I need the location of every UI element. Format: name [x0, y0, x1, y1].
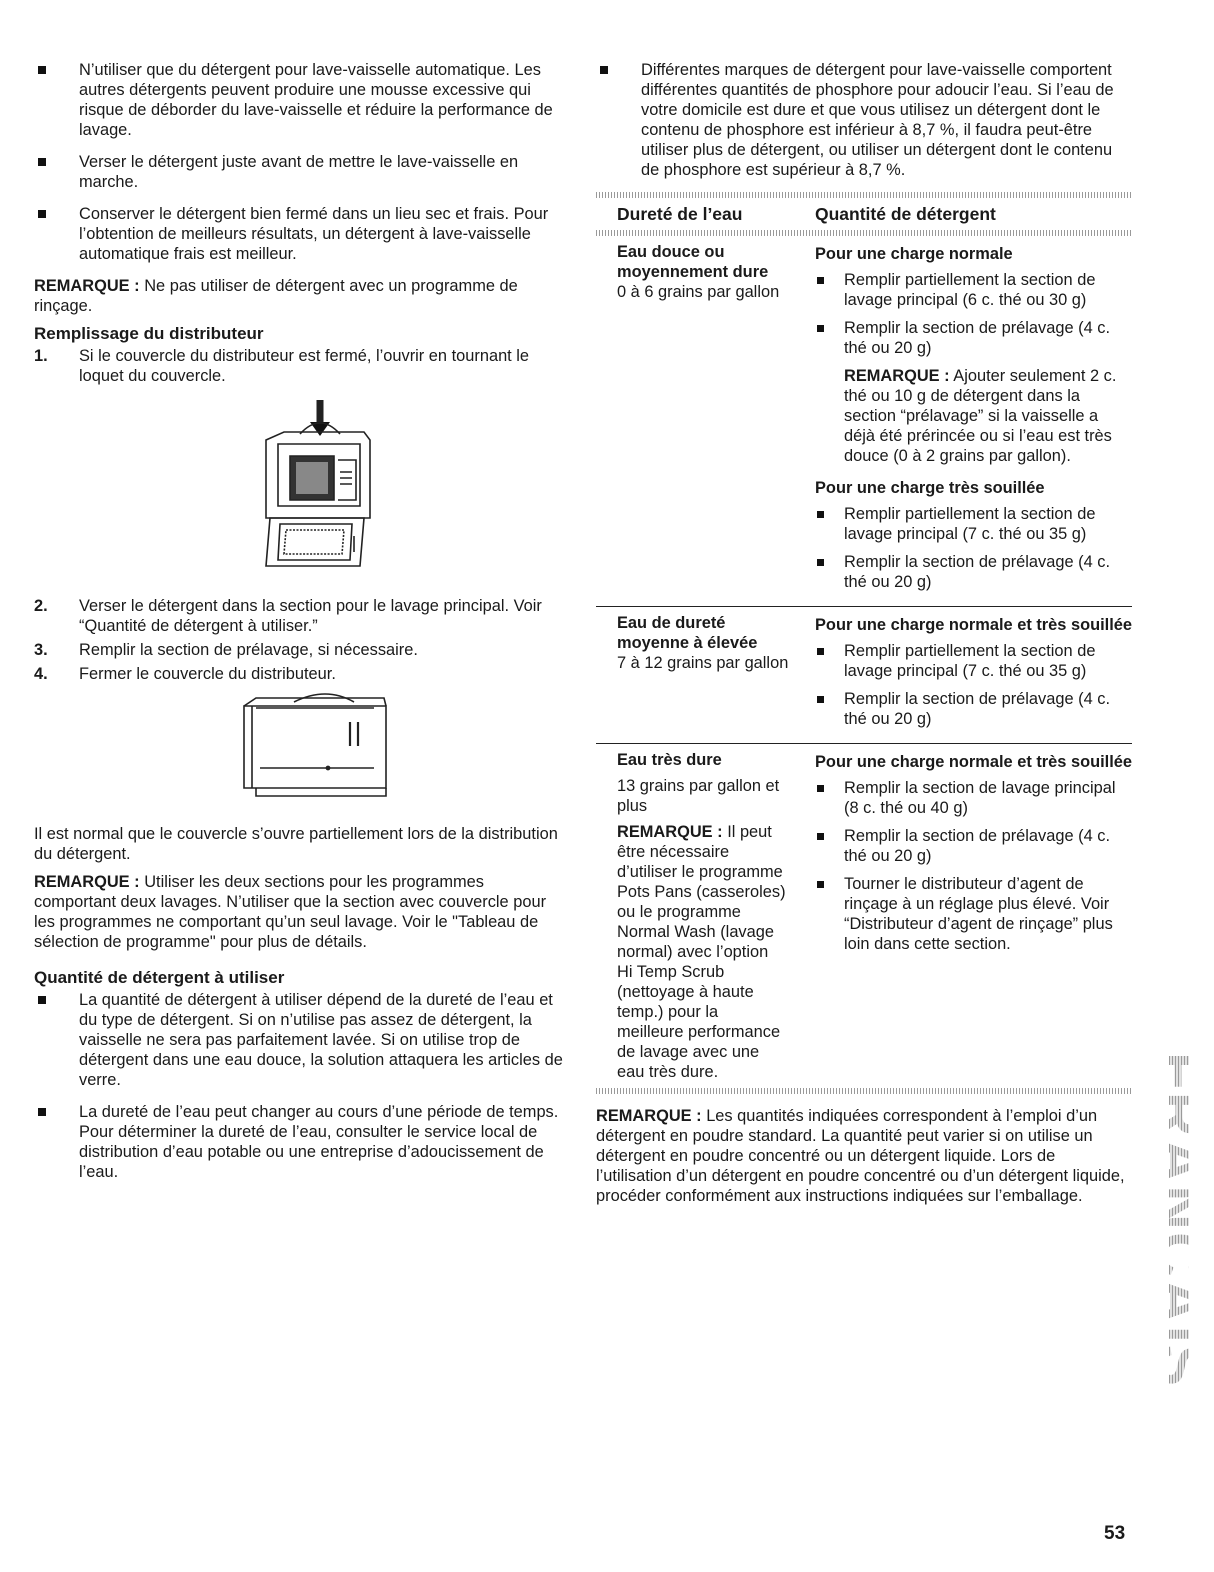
list-item: Remplir la section de prélavage (4 c. thé ou 20 g) — [815, 826, 1132, 866]
note-rinse: REMARQUE : Ne pas utiliser de détergent avec un programme de rinçage. — [34, 277, 518, 315]
list-item: Remplir partiellement la section de lavage principal (7 c. thé ou 35 g) — [815, 504, 1132, 544]
bullet-item: N’utiliser que du détergent pour lave-vaisselle automatique. Les autres détergents peuvent produire une mousse excessive qui risque de déborder du lave-vaisselle et réduire la performance de lavage. — [34, 60, 570, 140]
step-4: 4. Fermer le couvercle du distributeur. — [34, 665, 336, 683]
table-row — [596, 743, 1132, 1088]
list-item: Remplir la section de prélavage (4 c. thé ou 20 g) — [815, 689, 1132, 729]
load-type: Pour une charge normale et très souillée — [815, 616, 1132, 634]
header-detergent-quantity: Quantité de détergent — [815, 204, 996, 224]
list-item: Remplir la section de prélavage (4 c. thé ou 20 g) — [815, 318, 1132, 358]
dispenser-closed-illustration — [34, 692, 570, 802]
note-powder-detergent: REMARQUE : Les quantités indiquées correspondent à l’emploi d’un détergent en poudre standard. La quantité peut varier si on utilise un détergent en poudre concentré ou un détergent liquide. Lors de l’utilisation d’un détergent en poudre concentré ou d’un détergent liquide, procéder conformément aux instructions indiquées sur l’emballage. — [596, 1107, 1125, 1205]
hardness-label: Eau très dure — [617, 751, 722, 769]
step-2: 2. Verser le détergent dans la section pour le lavage principal. Voir “Quantité de détergent à utiliser.” — [34, 597, 542, 635]
list-item: Remplir la section de lavage principal (8 c. thé ou 40 g) — [815, 778, 1132, 818]
list-item: Remplir la section de prélavage (4 c. thé ou 20 g) — [815, 552, 1132, 592]
step-1: 1. Si le couvercle du distributeur est fermé, l’ouvrir en tournant le loquet du couvercle. — [34, 347, 530, 385]
heading-filling-dispenser: Remplissage du distributeur — [34, 324, 264, 343]
header-water-hardness: Dureté de l’eau — [617, 204, 743, 224]
hardness-range: 7 à 12 grains par gallon — [617, 654, 789, 672]
table-row — [596, 606, 1132, 743]
hardness-range: 0 à 6 grains par gallon — [617, 283, 780, 301]
bullet-item: Conserver le détergent bien fermé dans un lieu sec et frais. Pour l’obtention de meilleurs résultats, un détergent à lave-vaisselle automatique frais est meilleur. — [34, 204, 570, 264]
load-type: Pour une charge normale — [815, 245, 1013, 263]
left-column — [34, 60, 570, 1194]
bullet-item: Verser le détergent juste avant de mettre le lave-vaisselle en marche. — [34, 152, 570, 192]
table-row — [596, 236, 1132, 606]
language-side-tab: FRANÇAIS — [1145, 1051, 1214, 1389]
hardness-label: Eau douce ou moyennement dure — [617, 243, 769, 281]
bullet-item: Différentes marques de détergent pour lave-vaisselle comportent différentes quantités de phosphore pour adoucir l’eau. Si l’eau de votre domicile est dure et que vous utilisez un détergent dont le contenu de phosphore est inférieur à 8,7 %, il faudra peut-être utiliser plus de détergent, ou utiliser un détergent dont le contenu de phosphore est supérieur à 8,7 %. — [596, 60, 1132, 180]
list-item: Remplir partiellement la section de lavage principal (7 c. thé ou 35 g) — [815, 641, 1132, 681]
step-3: 3. Remplir la section de prélavage, si nécessaire. — [34, 641, 418, 659]
table-note: REMARQUE : Il peut être nécessaire d’utiliser le programme Pots Pans (casseroles) ou le programme Normal Wash (lavage normal) avec l’option Hi Temp Scrub (nettoyage à haute temp.) pour la meilleure performance de lavage avec une eau très dure. — [617, 823, 786, 1081]
heading-detergent-quantity: Quantité de détergent à utiliser — [34, 968, 285, 987]
bullet-item: La dureté de l’eau peut changer au cours d’une période de temps. Pour déterminer la dureté de l’eau, consulter le service local de distribution d’eau potable ou une entreprise d’adoucissement de l’eau. — [34, 1102, 570, 1182]
right-column — [596, 60, 1132, 1214]
list-item: Tourner le distributeur d’agent de rinçage à un réglage plus élevé. Voir “Distributeur d’agent de rinçage” plus loin dans cette section. — [815, 874, 1132, 954]
table-note: REMARQUE : Ajouter seulement 2 c. thé ou 10 g de détergent dans la section “prélavage” si la vaisselle a déjà été prérincée ou si l’eau est très douce (0 à 2 grains par gallon). — [844, 367, 1117, 465]
table-header — [596, 198, 1132, 230]
hardness-label: Eau de dureté moyenne à élevée — [617, 614, 758, 652]
dispenser-open-illustration — [34, 400, 570, 580]
bullet-item: La quantité de détergent à utiliser dépend de la dureté de l’eau et du type de détergent. Si on n’utilise pas assez de détergent, la vaisselle ne sera pas parfaitement lavée. Si on utilise trop de détergent dans une eau douce, la solution attaquera les articles de verre. — [34, 990, 570, 1090]
note-two-sections: REMARQUE : Utiliser les deux sections pour les programmes comportant deux lavages. N’utiliser que la section avec couvercle pour les programmes ne comportant qu’un seul lavage. Voir le "Tableau de sélection de programme" pour plus de détails. — [34, 873, 547, 951]
page-number: 53 — [1104, 1523, 1126, 1544]
load-type: Pour une charge normale et très souillée — [815, 753, 1132, 771]
load-type: Pour une charge très souillée — [815, 479, 1045, 497]
detergent-table — [596, 192, 1132, 1094]
table-bottom-rule — [596, 1088, 1132, 1094]
list-item: Remplir partiellement la section de lavage principal (6 c. thé ou 30 g) — [815, 270, 1132, 310]
hardness-range: 13 grains par gallon et plus — [617, 777, 780, 815]
paragraph-lid-opens: Il est normal que le couvercle s’ouvre partiellement lors de la distribution du détergent. — [34, 825, 558, 863]
